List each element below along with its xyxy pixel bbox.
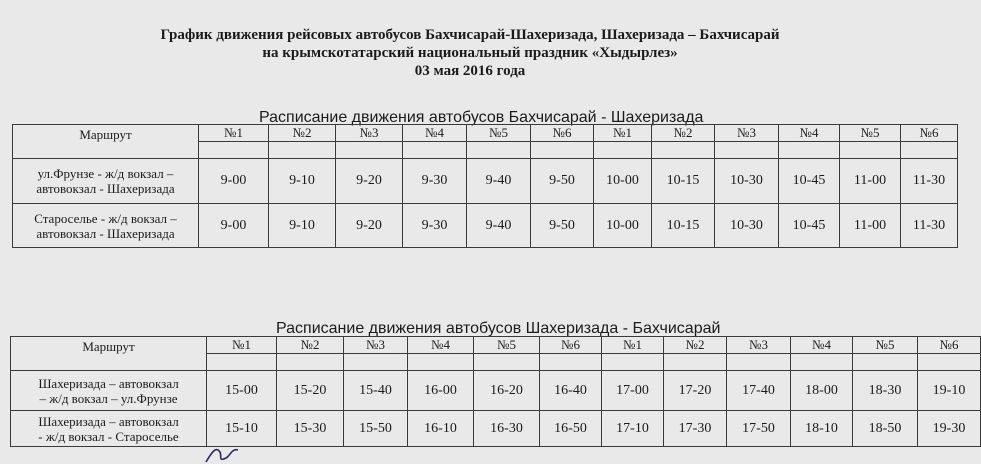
time-cell: 10-00 [594,159,652,204]
trip-header: №5 [853,337,918,354]
table-row [13,204,958,248]
trip-header: №4 [791,337,853,354]
time-cell: 17-10 [602,411,664,447]
time-cell: 11-00 [840,204,901,248]
time-cell: 15-10 [207,411,277,447]
time-cell: 16-00 [408,371,474,411]
schedule-table-shakherizada-bakhchisaray [10,336,981,447]
time-cell: 17-40 [727,371,791,411]
time-cell: 9-40 [467,204,531,248]
trip-header: №1 [199,125,269,142]
time-cell: 19-10 [918,371,981,411]
time-cell: 15-20 [277,371,344,411]
trip-header: №5 [474,337,540,354]
time-cell: 10-30 [715,159,779,204]
title-line-1: График движения рейсовых автобусов Бахчисарай-Шахеризада, Шахеризада – Бахчисарай [160,27,780,43]
trip-header: №4 [779,125,840,142]
time-cell: 9-10 [269,204,336,248]
time-cell: 9-10 [269,159,336,204]
time-cell: 17-00 [602,371,664,411]
time-cell: 9-00 [199,204,269,248]
trip-header: №2 [277,337,344,354]
time-cell: 16-10 [408,411,474,447]
time-cell: 18-00 [791,371,853,411]
trip-header: №6 [531,125,594,142]
trip-header: №5 [840,125,901,142]
time-cell: 18-50 [853,411,918,447]
trip-header: №3 [727,337,791,354]
table-header-row [13,125,958,142]
route-cell: ул.Фрунзе - ж/д вокзал – автовокзал - Шахеризада [13,159,199,204]
time-cell: 17-20 [664,371,727,411]
time-cell: 9-30 [403,204,467,248]
route-header: Маршрут [13,125,199,159]
table-row [13,159,958,204]
time-cell: 10-15 [652,159,715,204]
time-cell: 15-00 [207,371,277,411]
trip-header: №6 [540,337,602,354]
trip-header: №4 [408,337,474,354]
time-cell: 9-00 [199,159,269,204]
time-cell: 10-45 [779,159,840,204]
trip-header: №3 [344,337,408,354]
trip-header: №2 [652,125,715,142]
time-cell: 9-50 [531,204,594,248]
trip-header: №5 [467,125,531,142]
time-cell: 9-20 [336,204,403,248]
time-cell: 11-30 [901,159,958,204]
pen-mark [200,438,260,464]
table-row [11,411,981,447]
time-cell: 16-40 [540,371,602,411]
time-cell: 19-30 [918,411,981,447]
time-cell: 18-30 [853,371,918,411]
time-cell: 11-00 [840,159,901,204]
time-cell: 10-15 [652,204,715,248]
trip-header: №3 [336,125,403,142]
table2-caption: Расписание движения автобусов Шахеризада - Бахчисарай [276,320,721,337]
time-cell: 9-30 [403,159,467,204]
trip-header: №2 [664,337,727,354]
time-cell: 9-50 [531,159,594,204]
trip-header: №1 [207,337,277,354]
time-cell: 15-30 [277,411,344,447]
time-cell: 17-50 [727,411,791,447]
time-cell: 10-45 [779,204,840,248]
trip-header: №6 [901,125,958,142]
time-cell: 15-50 [344,411,408,447]
document-title [100,26,840,80]
trip-header: №3 [715,125,779,142]
route-cell: Шахеризада – автовокзал – ж/д вокзал – ул.Фрунзе [11,371,207,411]
time-cell: 11-30 [901,204,958,248]
title-line-2: на крымскотатарский национальный праздник «Хыдырлез» [262,45,678,61]
time-cell: 16-20 [474,371,540,411]
time-cell: 16-30 [474,411,540,447]
table1-caption: Расписание движения автобусов Бахчисарай - Шахеризада [259,109,704,126]
trip-header: №1 [594,125,652,142]
route-header: Маршрут [11,337,207,371]
route-cell: Шахеризада – автовокзал - ж/д вокзал - Староселье [11,411,207,447]
table-row [11,371,981,411]
title-line-3: 03 мая 2016 года [414,63,526,79]
trip-header: №6 [918,337,981,354]
time-cell: 9-20 [336,159,403,204]
schedule-table-bakhchisaray-shakherizada [12,124,958,248]
route-cell: Староселье - ж/д вокзал – автовокзал - Шахеризада [13,204,199,248]
time-cell: 10-00 [594,204,652,248]
time-cell: 15-40 [344,371,408,411]
trip-header: №4 [403,125,467,142]
trip-header: №2 [269,125,336,142]
trip-header: №1 [602,337,664,354]
time-cell: 18-10 [791,411,853,447]
time-cell: 16-50 [540,411,602,447]
time-cell: 9-40 [467,159,531,204]
time-cell: 17-30 [664,411,727,447]
table-header-row [11,337,981,354]
time-cell: 10-30 [715,204,779,248]
